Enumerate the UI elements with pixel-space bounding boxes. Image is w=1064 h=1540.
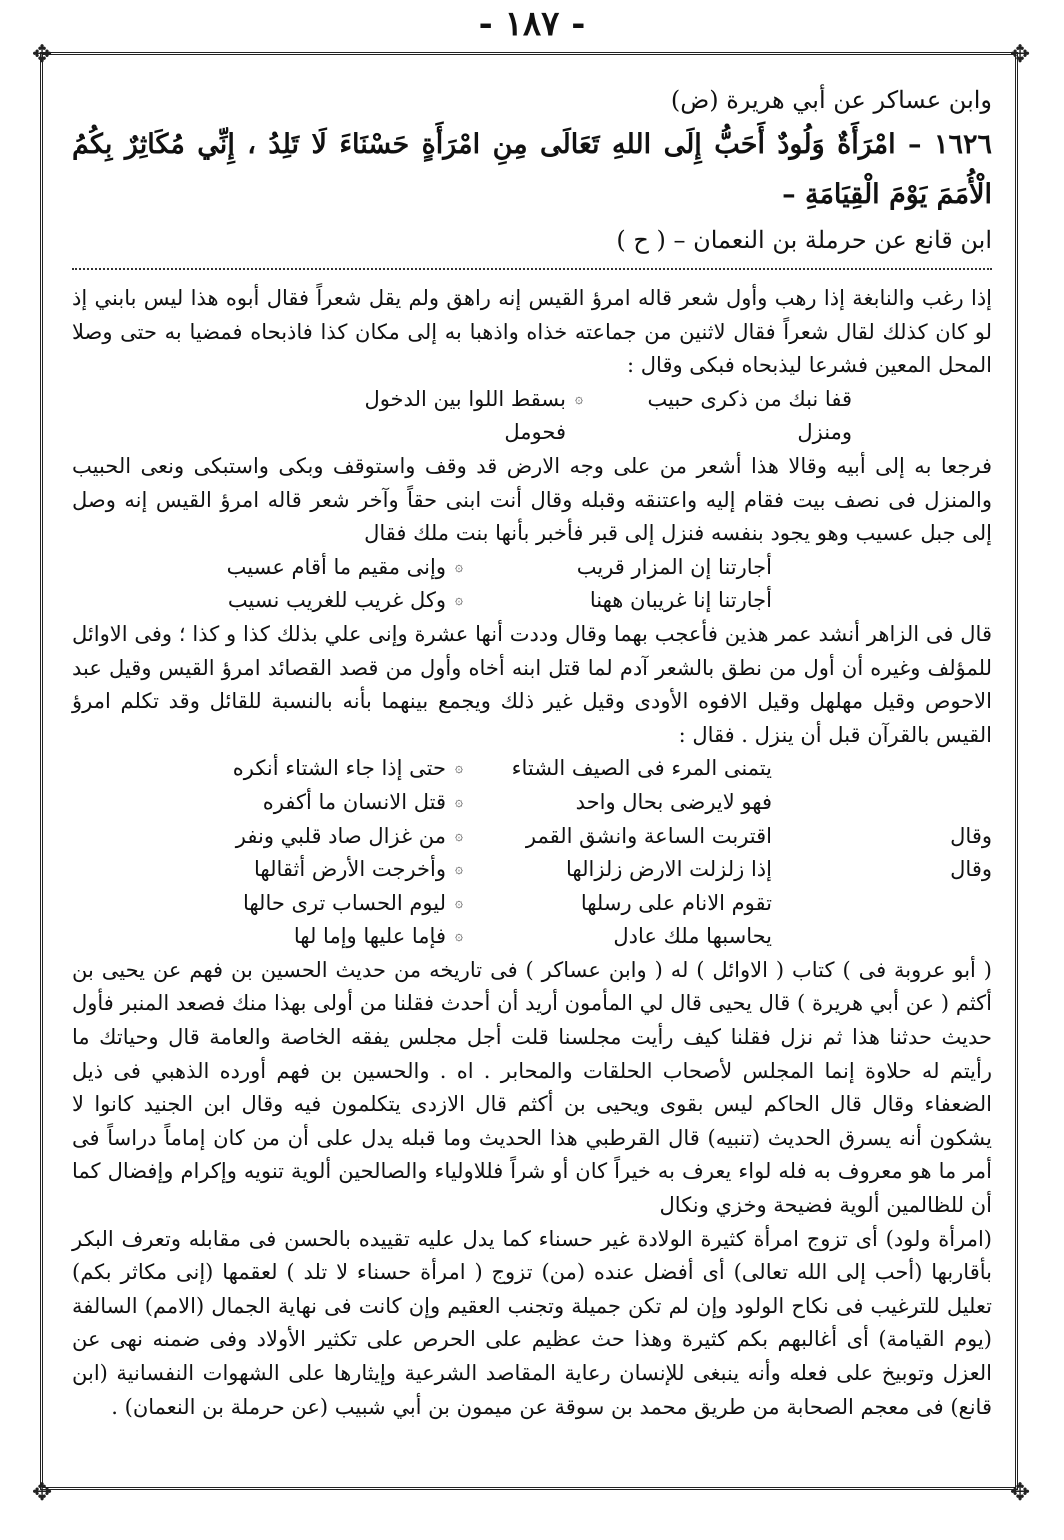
verse-hemistich: إذا زلزلت الارض زلزالها: [566, 857, 772, 882]
page-body: [72, 80, 992, 1424]
corner-ornament-icon: ✥: [31, 40, 53, 68]
verse-hemistich: أجارتنا إنا غريبان ههنا: [589, 588, 772, 613]
verse-hemistich: تقوم الانام على رسلها: [580, 890, 772, 915]
verse-hemistich: أجارتنا إن المزار قريب: [576, 554, 772, 579]
verse-hemistich: فهو لايرضى بحال واحد: [575, 789, 772, 814]
poem-verse: أجارتنا إنا غريبان ههنا ۞ وكل غريب للغريب نسيب: [72, 584, 992, 618]
poem-verse: تقوم الانام على رسلها ۞ ليوم الحساب ترى حالها: [72, 887, 992, 921]
verse-lead: وقال: [950, 857, 992, 882]
hadith-text: ١٦٢٦ – امْرَأَةٌ وَلُودٌ أَحَبُّ إِلَى اللهِ تَعَالَى مِنِ امْرَأَةٍ حَسْنَاءَ لَا تَلِدُ ، إِنِّي مُكَاثِرٌ بِكُمُ الْأُمَمَ يَوْمَ الْقِيَامَةِ –: [72, 129, 992, 210]
corner-ornament-icon: ✥: [1009, 1478, 1031, 1506]
poem-verse: يتمنى المرء فى الصيف الشتاء ۞ حتى إذا جاء الشتاء أنكره: [72, 752, 992, 786]
poem-verse: أجارتنا إن المزار قريب ۞ وإنى مقيم ما أقام عسيب: [72, 551, 992, 585]
verse-hemistich: بسقط اللوا بين الدخول فحومل: [364, 386, 566, 445]
separator-divider: [72, 268, 992, 270]
commentary-paragraph: إذا رغب والنابغة إذا رهب وأول شعر قاله امرؤ القيس إنه راهق ولم يقل شعراً فقال أبوه هذا ليس بابني إذ لو كان كذلك لقال شعراً فقال لاثنين من جماعته خذاه واذهبا به إلى مكان كذا فاذبحاه فمضيا به حتى وصلا المحل المعين فشرعا ليذبحاه فبكى وقال :: [72, 286, 992, 378]
corner-ornament-icon: ✥: [31, 1478, 53, 1506]
commentary-paragraph: قال فى الزاهر أنشد عمر هذين فأعجب بهما وقال وددت أنها عشرة وإنى علي بذلك كذا و كذا ؛ وفى الاوائل للمؤلف وغيره أن أول من نطق بالشعر آدم لما قتل ابنه أخاه وأول من قصد القصائد امرؤ القيس وقيل عبد الاحوص وقيل مهلهل وقيل الافوه الأودى وقيل غير ذلك ويجمع بينهما بأنه بالنسبة للقائل وقد تكلم امرؤ القيس بالقرآن قبل أن ينزل . فقال :: [72, 621, 992, 747]
poem-verse: وقال إذا زلزلت الارض زلزالها ۞ وأخرجت الأرض أثقالها: [72, 853, 992, 887]
commentary-paragraph: ( أبو عروبة فى ) كتاب ( الاوائل ) له ( وابن عساكر ) فى تاريخه من حديث الحسين بن فهم عن يحيى بن أكثم ( عن أبي هريرة ) قال يحيى قال لي المأمون أريد أن أحدث فقلنا من أولى بهذا منك فصعد المنبر فأول حديث حدثنا هذا ثم نزل فقلنا كيف رأيت مجلسنا قلت أجل مجلس يفقه الخاصة والعامة قال وحياتك ما رأيتم له حلاوة إنما المجلس لأصحاب الحلقات والمحابر . اه . والحسين بن فهم أورده الذهبي فى ذيل الضعفاء وقال قال الحاكم ليس بقوى ويحيى بن أكثم قال الازدى يتكلمون فيه وقال ابن الجنيد كانوا لا يشكون أنه يسرق الحديث (تنبيه) قال القرطبي هذا الحديث وما قبله يدل على أن من كان إماماً دراساً فى أمر ما هو معروف به فله لواء يعرف به خيراً كان أو شراً فللاولياء والصالحين ألوية تنويه وإكرام وإفضال كما أن للظالمين ألوية فضيحة وخزي ونكال: [72, 957, 992, 1218]
commentary-paragraph: (امرأة ولود) أى تزوج امرأة كثيرة الولادة غير حسناء كما يدل عليه تقييده بالحسن فى مقابله وتعرف البكر بأقاربها (أحب إلى الله تعالى) أى أفضل عنده (من) تزوج ( امرأة حسناء لا تلد ) لعقمها (إنى مكاثر بكم) تعليل للترغيب فى نكاح الولود وإن لم تكن جميلة وتجنب العقيم وإن كانت فى نهاية الجمال (الامم) السالفة (يوم القيامة) أى أغالبهم بكم كثيرة وهذا حث عظيم على الحرص على تكثير الأولاد وفى ضمنه نهى عن العزل وتوبيخ على فعله وأنه ينبغى للإنسان رعاية المقاصد الشرعية وإيثارها على الشهوات النفسانية (ابن قانع) فى معجم الصحابة من طريق محمد بن سوقة عن ميمون بن أبي شبيب (عن حرملة بن النعمان) .: [72, 1226, 993, 1419]
page-number: - ١٨٧ -: [478, 4, 586, 44]
poem-verse: قفا نبك من ذكرى حبيب ومنزل ۞ بسقط اللوا بين الدخول فحومل: [72, 383, 992, 450]
verse-hemistich: وإنى مقيم ما أقام عسيب: [226, 554, 446, 579]
verse-hemistich: ليوم الحساب ترى حالها: [242, 890, 446, 915]
commentary-paragraph: فرجعا به إلى أبيه وقالا هذا أشعر من على وجه الارض قد وقف واستوقف وبكى واستبكى ونعى الحبيب والمنزل فى نصف بيت فقام إليه واعتنقه وقبله وقال أنت ابنى حقاً وآخر شعر قاله امرؤ القيس إنه وصل إلى جبل عسيب وهو يجود بنفسه فنزل إلى قبر فأخبر بأنها بنت ملك فقال: [72, 453, 992, 546]
verse-hemistich: حتى إذا جاء الشتاء أنكره: [232, 756, 446, 781]
verse-hemistich: وأخرجت الأرض أثقالها: [253, 857, 446, 882]
verse-hemistich: يحاسبها ملك عادل: [613, 924, 772, 949]
verse-hemistich: قتل الانسان ما أكفره: [262, 789, 446, 814]
verse-hemistich: وكل غريب للغريب نسيب: [227, 588, 446, 613]
verse-hemistich: قفا نبك من ذكرى حبيب ومنزل: [647, 386, 852, 445]
poem-verse: وقال اقتربت الساعة وانشق القمر ۞ من غزال صاد قلبي ونفر: [72, 820, 992, 854]
corner-ornament-icon: ✥: [1009, 40, 1031, 68]
verse-hemistich: يتمنى المرء فى الصيف الشتاء: [511, 756, 772, 781]
poem-verse: فهو لايرضى بحال واحد ۞ قتل الانسان ما أكفره: [72, 786, 992, 820]
verse-hemistich: فإما عليها وإما لها: [293, 924, 446, 949]
verse-hemistich: من غزال صاد قلبي ونفر: [235, 823, 446, 848]
poem-verse: يحاسبها ملك عادل ۞ فإما عليها وإما لها: [72, 920, 992, 954]
verse-lead: وقال: [950, 823, 992, 848]
top-line: وابن عساكر عن أبي هريرة (ض): [670, 86, 992, 114]
hadith-source: ابن قانع عن حرملة بن النعمان – ( ح ): [616, 226, 992, 254]
verse-hemistich: اقتربت الساعة وانشق القمر: [525, 823, 772, 848]
